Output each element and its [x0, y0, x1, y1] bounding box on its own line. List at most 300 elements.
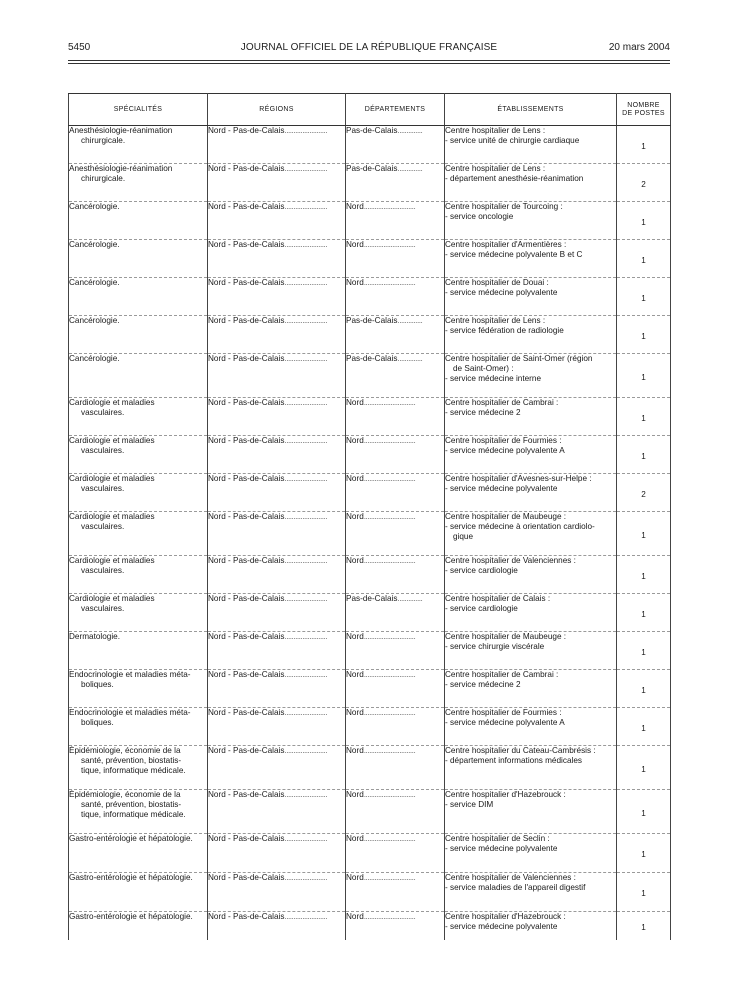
specialite-text: boliques. — [81, 718, 114, 727]
service-text: - service médecine polyvalente A — [445, 718, 565, 727]
cell-departement — [346, 834, 445, 873]
nombre-value: 1 — [641, 923, 646, 932]
specialite-text: Anesthésiologie-réanimation — [69, 164, 173, 173]
nombre-value: 1 — [641, 530, 646, 540]
nombre-value: 1 — [641, 451, 646, 461]
cell-specialite — [69, 708, 208, 746]
cell-specialite — [69, 912, 208, 941]
leader-dots: ........................ — [284, 164, 328, 173]
cell-departement — [346, 746, 445, 790]
cell-specialite — [69, 632, 208, 670]
etablissement-name: Centre hospitalier d'Armentières : — [445, 240, 567, 249]
table-row — [69, 912, 671, 941]
region-text: Nord - Pas-de-Calais — [208, 912, 285, 921]
table-row — [69, 354, 671, 398]
service-text: - service médecine polyvalente — [445, 288, 558, 297]
departement-text: Nord — [346, 398, 364, 407]
cell-departement — [346, 240, 445, 278]
cell-etablissement — [445, 436, 617, 474]
table-row — [69, 556, 671, 594]
etablissement-name: Centre hospitalier de Valenciennes : — [445, 873, 576, 882]
cell-region — [208, 594, 346, 632]
cell-specialite — [69, 512, 208, 556]
cell-region — [208, 834, 346, 873]
cell-specialite — [69, 556, 208, 594]
specialite-text: tique, informatique médicale. — [81, 810, 186, 819]
nombre-value: 1 — [641, 889, 646, 898]
departement-text: Nord — [346, 708, 364, 717]
cell-nombre — [617, 708, 671, 746]
leader-dots: ........................ — [284, 594, 328, 603]
cell-specialite — [69, 436, 208, 474]
departement-text: Nord — [346, 790, 364, 799]
cell-departement — [346, 556, 445, 594]
leader-dots: ............................. — [363, 670, 416, 679]
etablissement-name: Centre hospitalier de Cambrai : — [445, 398, 559, 407]
etablissement-name: Centre hospitalier de Maubeuge : — [445, 632, 567, 641]
cell-etablissement — [445, 164, 617, 202]
cell-etablissement — [445, 873, 617, 912]
cell-departement — [346, 632, 445, 670]
departement-text: Pas-de-Calais — [346, 126, 398, 135]
cell-etablissement — [445, 240, 617, 278]
nombre-value: 1 — [641, 808, 646, 818]
specialite-text: Gastro-entérologie et hépatologie. — [69, 912, 193, 921]
nombre-value: 1 — [641, 723, 646, 733]
specialite-text: Cardiologie et maladies — [69, 398, 155, 407]
cell-etablissement — [445, 278, 617, 316]
table-row — [69, 670, 671, 708]
leader-dots: ........................ — [284, 354, 328, 363]
leader-dots: ........................ — [284, 746, 328, 755]
cell-nombre — [617, 278, 671, 316]
region-text: Nord - Pas-de-Calais — [208, 278, 285, 287]
leader-dots: ........................ — [284, 912, 328, 921]
region-text: Nord - Pas-de-Calais — [208, 632, 285, 641]
specialite-text: santé, prévention, biostatis- — [81, 756, 182, 765]
departement-text: Nord — [346, 834, 364, 843]
departement-text: Pas-de-Calais — [346, 316, 398, 325]
specialite-text: Cancérologie. — [69, 278, 120, 287]
leader-dots: ............................. — [363, 912, 416, 921]
region-text: Nord - Pas-de-Calais — [208, 556, 285, 565]
col-header-nombre — [617, 94, 671, 126]
cell-region — [208, 316, 346, 354]
nombre-value: 1 — [641, 571, 646, 581]
departement-text: Nord — [346, 632, 364, 641]
departement-text: Nord — [346, 436, 364, 445]
table-row — [69, 316, 671, 354]
cell-nombre — [617, 746, 671, 790]
cell-specialite — [69, 202, 208, 240]
cell-specialite — [69, 126, 208, 164]
col-header-specialites: SPÉCIALITÉS — [69, 94, 208, 126]
departement-text: Nord — [346, 556, 364, 565]
leader-dots: .............. — [397, 316, 423, 325]
cell-nombre — [617, 834, 671, 873]
region-text: Nord - Pas-de-Calais — [208, 164, 285, 173]
cell-etablissement — [445, 556, 617, 594]
cell-departement — [346, 670, 445, 708]
table-row — [69, 474, 671, 512]
leader-dots: ............................. — [363, 632, 416, 641]
cell-specialite — [69, 316, 208, 354]
leader-dots: ........................ — [284, 632, 328, 641]
cell-etablissement — [445, 316, 617, 354]
cell-region — [208, 556, 346, 594]
cell-etablissement — [445, 708, 617, 746]
etablissement-name: Centre hospitalier du Cateau-Cambrésis : — [445, 746, 596, 755]
service-text: - service médecine à orientation cardiolo- — [445, 522, 595, 531]
table-row — [69, 594, 671, 632]
cell-etablissement — [445, 594, 617, 632]
departement-text: Pas-de-Calais — [346, 164, 398, 173]
specialite-text: Cancérologie. — [69, 202, 120, 211]
specialite-text: Cardiologie et maladies — [69, 556, 155, 565]
leader-dots: ............................. — [363, 556, 416, 565]
table-row — [69, 632, 671, 670]
cell-region — [208, 746, 346, 790]
departement-text: Pas-de-Calais — [346, 594, 398, 603]
cell-specialite — [69, 670, 208, 708]
service-text: - département informations médicales — [445, 756, 582, 765]
leader-dots: ............................. — [363, 512, 416, 521]
cell-departement — [346, 873, 445, 912]
leader-dots: ............................. — [363, 708, 416, 717]
nombre-value: 1 — [641, 255, 646, 265]
leader-dots: ........................ — [284, 512, 328, 521]
service-text: - service chirurgie viscérale — [445, 642, 545, 651]
cell-departement — [346, 474, 445, 512]
col-header-departements: DÉPARTEMENTS — [346, 94, 445, 126]
region-text: Nord - Pas-de-Calais — [208, 202, 285, 211]
etablissement-name: Centre hospitalier d'Avesnes-sur-Helpe : — [445, 474, 592, 483]
departement-text: Nord — [346, 670, 364, 679]
specialite-text: vasculaires. — [81, 408, 125, 417]
cell-region — [208, 873, 346, 912]
cell-departement — [346, 126, 445, 164]
cell-etablissement — [445, 834, 617, 873]
specialite-text: Endocrinologie et maladies méta- — [69, 670, 191, 679]
cell-region — [208, 126, 346, 164]
region-text: Nord - Pas-de-Calais — [208, 873, 285, 882]
leader-dots: ........................ — [284, 436, 328, 445]
etablissement-name: Centre hospitalier de Maubeuge : — [445, 512, 567, 521]
table-row — [69, 164, 671, 202]
leader-dots: ........................ — [284, 670, 328, 679]
cell-nombre — [617, 556, 671, 594]
leader-dots: ........................ — [284, 126, 328, 135]
cell-departement — [346, 790, 445, 834]
specialite-text: vasculaires. — [81, 484, 125, 493]
service-text: - service médecine polyvalente A — [445, 446, 565, 455]
specialite-text: Cardiologie et maladies — [69, 594, 155, 603]
departement-text: Nord — [346, 202, 364, 211]
etablissement-name: Centre hospitalier de Seclin : — [445, 834, 550, 843]
cell-region — [208, 708, 346, 746]
etablissement-name: Centre hospitalier de Valenciennes : — [445, 556, 576, 565]
departement-text: Nord — [346, 474, 364, 483]
cell-specialite — [69, 278, 208, 316]
cell-region — [208, 670, 346, 708]
leader-dots: ........................ — [284, 278, 328, 287]
cell-nombre — [617, 316, 671, 354]
region-text: Nord - Pas-de-Calais — [208, 354, 285, 363]
cell-nombre — [617, 790, 671, 834]
leader-dots: .............. — [397, 164, 423, 173]
cell-region — [208, 436, 346, 474]
cell-departement — [346, 354, 445, 398]
table-row — [69, 278, 671, 316]
cell-region — [208, 240, 346, 278]
specialite-text: vasculaires. — [81, 604, 125, 613]
cell-etablissement — [445, 474, 617, 512]
cell-etablissement — [445, 512, 617, 556]
leader-dots: ............................. — [363, 790, 416, 799]
col-header-regions: RÉGIONS — [208, 94, 346, 126]
table-row — [69, 240, 671, 278]
departement-text: Pas-de-Calais — [346, 354, 398, 363]
specialite-text: Épidémiologie, économie de la — [69, 746, 181, 755]
cell-nombre — [617, 126, 671, 164]
etablissement-name: Centre hospitalier d'Hazebrouck : — [445, 790, 566, 799]
cell-etablissement — [445, 398, 617, 436]
cell-region — [208, 912, 346, 941]
etablissement-name: Centre hospitalier de Cambrai : — [445, 670, 559, 679]
service-text: - service cardiologie — [445, 566, 518, 575]
etablissement-name: Centre hospitalier de Lens : — [445, 316, 546, 325]
publication-date: 20 mars 2004 — [608, 42, 670, 53]
departement-text: Nord — [346, 278, 364, 287]
specialite-text: Cancérologie. — [69, 316, 120, 325]
region-text: Nord - Pas-de-Calais — [208, 670, 285, 679]
col-header-nombre-line1: NOMBRE — [627, 101, 660, 109]
cell-etablissement — [445, 790, 617, 834]
table-row — [69, 202, 671, 240]
specialite-text: santé, prévention, biostatis- — [81, 800, 182, 809]
etablissement-name: Centre hospitalier de Tourcoing : — [445, 202, 563, 211]
table-row — [69, 126, 671, 164]
service-text: - service unité de chirurgie cardiaque — [445, 136, 580, 145]
cell-etablissement — [445, 746, 617, 790]
leader-dots: ........................ — [284, 202, 328, 211]
region-text: Nord - Pas-de-Calais — [208, 474, 285, 483]
service-text: gique — [453, 532, 474, 541]
service-text: - service DIM — [445, 800, 494, 809]
leader-dots: ............................. — [363, 474, 416, 483]
etablissement-name: Centre hospitalier de Saint-Omer (région — [445, 354, 593, 363]
leader-dots: ........................ — [284, 398, 328, 407]
specialite-text: chirurgicale. — [81, 136, 126, 145]
cell-nombre — [617, 912, 671, 941]
cell-specialite — [69, 398, 208, 436]
cell-etablissement — [445, 354, 617, 398]
table-row — [69, 873, 671, 912]
leader-dots: .............. — [397, 126, 423, 135]
service-text: - service médecine polyvalente B et C — [445, 250, 583, 259]
leader-dots: ............................. — [363, 873, 416, 882]
cell-region — [208, 278, 346, 316]
cell-departement — [346, 278, 445, 316]
cell-specialite — [69, 164, 208, 202]
table-row — [69, 834, 671, 873]
leader-dots: ........................ — [284, 316, 328, 325]
departement-text: Nord — [346, 912, 364, 921]
nombre-value: 1 — [641, 413, 646, 423]
header-rule — [68, 60, 670, 61]
region-text: Nord - Pas-de-Calais — [208, 436, 285, 445]
cell-specialite — [69, 240, 208, 278]
cell-nombre — [617, 632, 671, 670]
cell-departement — [346, 512, 445, 556]
table-row — [69, 708, 671, 746]
leader-dots: .............. — [397, 594, 423, 603]
cell-specialite — [69, 594, 208, 632]
cell-region — [208, 398, 346, 436]
region-text: Nord - Pas-de-Calais — [208, 240, 285, 249]
cell-region — [208, 632, 346, 670]
etablissement-name: Centre hospitalier de Calais : — [445, 594, 551, 603]
cell-departement — [346, 594, 445, 632]
departement-text: Nord — [346, 873, 364, 882]
service-text: - service médecine polyvalente — [445, 922, 558, 931]
leader-dots: ........................ — [284, 790, 328, 799]
cell-departement — [346, 164, 445, 202]
specialite-text: tique, informatique médicale. — [81, 766, 186, 775]
nombre-value: 1 — [641, 609, 646, 619]
specialite-text: boliques. — [81, 680, 114, 689]
service-text: - service fédération de radiologie — [445, 326, 564, 335]
col-header-etablissements: ÉTABLISSEMENTS — [445, 94, 617, 126]
cell-etablissement — [445, 126, 617, 164]
table-header-row — [69, 94, 671, 126]
specialite-text: Anesthésiologie-réanimation — [69, 126, 173, 135]
service-text: - service médecine interne — [445, 374, 542, 383]
cell-nombre — [617, 398, 671, 436]
service-text: - service médecine polyvalente — [445, 844, 558, 853]
region-text: Nord - Pas-de-Calais — [208, 746, 285, 755]
service-text: - service médecine polyvalente — [445, 484, 558, 493]
region-text: Nord - Pas-de-Calais — [208, 708, 285, 717]
journal-title: JOURNAL OFFICIEL DE LA RÉPUBLIQUE FRANÇAISE — [240, 42, 498, 53]
cell-etablissement — [445, 670, 617, 708]
region-text: Nord - Pas-de-Calais — [208, 126, 285, 135]
specialite-text: Cancérologie. — [69, 240, 120, 249]
leader-dots: ............................. — [363, 202, 416, 211]
leader-dots: ........................ — [284, 708, 328, 717]
nombre-value: 1 — [641, 647, 646, 657]
service-text: - service maladies de l'appareil digestif — [445, 883, 586, 892]
nombre-value: 1 — [641, 331, 646, 341]
cell-departement — [346, 708, 445, 746]
cell-specialite — [69, 746, 208, 790]
table-row — [69, 512, 671, 556]
specialite-text: Cardiologie et maladies — [69, 512, 155, 521]
specialite-text: vasculaires. — [81, 566, 125, 575]
leader-dots: ........................ — [284, 873, 328, 882]
nombre-value: 1 — [641, 217, 646, 227]
specialite-text: vasculaires. — [81, 446, 125, 455]
cell-departement — [346, 436, 445, 474]
cell-etablissement — [445, 202, 617, 240]
cell-nombre — [617, 436, 671, 474]
cell-nombre — [617, 240, 671, 278]
cell-specialite — [69, 790, 208, 834]
leader-dots: .............. — [397, 354, 423, 363]
specialite-text: Gastro-entérologie et hépatologie. — [69, 873, 193, 882]
service-text: - service oncologie — [445, 212, 514, 221]
nombre-value: 1 — [641, 293, 646, 303]
specialite-text: Cardiologie et maladies — [69, 474, 155, 483]
cell-nombre — [617, 594, 671, 632]
cell-nombre — [617, 164, 671, 202]
departement-text: Nord — [346, 746, 364, 755]
specialite-text: Endocrinologie et maladies méta- — [69, 708, 191, 717]
etablissement-name: Centre hospitalier de Douai : — [445, 278, 549, 287]
cell-nombre — [617, 873, 671, 912]
cell-etablissement — [445, 632, 617, 670]
leader-dots: ............................. — [363, 240, 416, 249]
etablissement-name: Centre hospitalier de Fourmies : — [445, 708, 562, 717]
cell-specialite — [69, 834, 208, 873]
etablissement-name: Centre hospitalier de Lens : — [445, 126, 546, 135]
nombre-value: 1 — [641, 141, 646, 151]
table-row — [69, 790, 671, 834]
cell-nombre — [617, 512, 671, 556]
cell-departement — [346, 316, 445, 354]
region-text: Nord - Pas-de-Calais — [208, 594, 285, 603]
col-header-nombre-line2: DE POSTES — [622, 109, 665, 117]
leader-dots: ............................. — [363, 746, 416, 755]
leader-dots: ............................. — [363, 834, 416, 843]
cell-specialite — [69, 474, 208, 512]
service-text: - département anesthésie-réanimation — [445, 174, 584, 183]
cell-region — [208, 790, 346, 834]
region-text: Nord - Pas-de-Calais — [208, 834, 285, 843]
cell-nombre — [617, 202, 671, 240]
cell-region — [208, 474, 346, 512]
departement-text: Nord — [346, 240, 364, 249]
table-row — [69, 746, 671, 790]
cell-etablissement — [445, 912, 617, 941]
cell-region — [208, 164, 346, 202]
service-text: - service médecine 2 — [445, 408, 521, 417]
cell-departement — [346, 912, 445, 941]
leader-dots: ............................. — [363, 398, 416, 407]
nombre-value: 2 — [641, 179, 646, 189]
specialite-text: Dermatologie. — [69, 632, 120, 641]
cell-nombre — [617, 670, 671, 708]
cell-nombre — [617, 354, 671, 398]
leader-dots: ........................ — [284, 556, 328, 565]
page-header — [68, 40, 670, 56]
cell-region — [208, 512, 346, 556]
nombre-value: 1 — [641, 372, 646, 382]
cell-departement — [346, 398, 445, 436]
nombre-value: 1 — [641, 764, 646, 774]
leader-dots: ............................. — [363, 436, 416, 445]
nombre-value: 1 — [641, 685, 646, 695]
region-text: Nord - Pas-de-Calais — [208, 398, 285, 407]
leader-dots: ........................ — [284, 834, 328, 843]
leader-dots: ............................. — [363, 278, 416, 287]
nombre-value: 2 — [641, 489, 646, 499]
cell-departement — [346, 202, 445, 240]
cell-specialite — [69, 354, 208, 398]
region-text: Nord - Pas-de-Calais — [208, 316, 285, 325]
specialite-text: vasculaires. — [81, 522, 125, 531]
specialite-text: chirurgicale. — [81, 174, 126, 183]
